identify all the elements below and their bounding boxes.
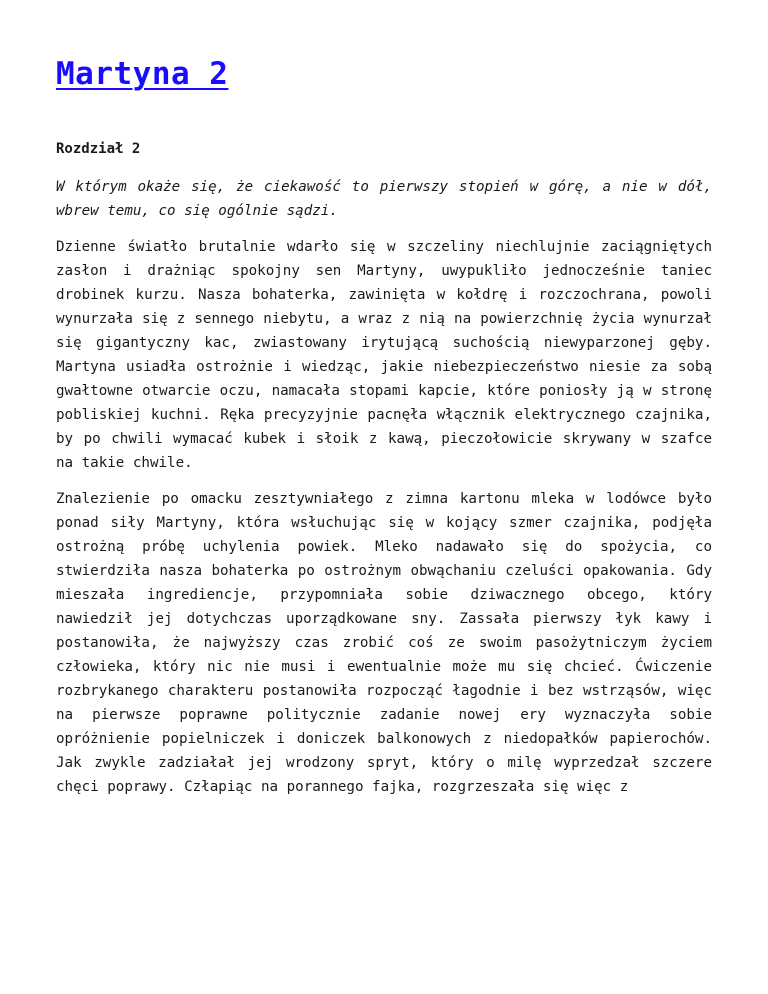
chapter-lead: W którym okaże się, że ciekawość to pierwszy stopień w górę, a nie w dół, wbrew temu, co się ogólnie sądzi. [56,179,712,219]
chapter-heading: Rozdział 2 [56,141,141,157]
document-page [56,52,712,799]
paragraph-2: Znalezienie po omacku zesztywniałego z zimna kartonu mleka w lodówce było ponad siły Martyny, która wsłuchując się w kojący szmer czajnika, podjęła ostrożną próbę uchylenia powiek. Mleko nadawało się do spożycia, co stwierdziła nasza bohaterka po ostrożnym obwąchaniu czeluści opakowania. Gdy mieszała ingrediencje, przypomniała sobie dziwacznego obcego, który nawiedził jej dotychczas uporządkowane sny. Zassała pierwszy łyk kawy i postanowiła, że najwyższy czas zrobić coś ze swoim pasożytniczym życiem człowieka, który nic nie musi i ewentualnie może mu się chcieć. Ćwiczenie rozbrykanego charakteru postanowiła rozpocząć łagodnie i bez wstrząsów, więc na pierwsze poprawne politycznie zadanie nowej ery wyznaczyła sobie opróżnienie popielniczek i doniczek balkonowych z niedopałków papierochów. Jak zwykle zadziałał jej wrodzony spryt, który o milę wyprzedzał szczere chęci poprawy. Człapiąc na porannego fajka, rozgrzeszała się więc z [56,491,712,795]
title-link[interactable]: Martyna 2 [56,56,229,92]
paragraph-1: Dzienne światło brutalnie wdarło się w szczeliny niechlujnie zaciągniętych zasłon i drażniąc spokojny sen Martyny, uwypukliło jednocześnie taniec drobinek kurzu. Nasza bohaterka, zawinięta w kołdrę i rozczochrana, powoli wynurzała się z sennego niebytu, a wraz z nią na powierzchnię życia wynurzał się gigantyczny kac, zwiastowany irytującą suchością niewyparzonej gęby. Martyna usiadła ostrożnie i wiedząc, jakie niebezpieczeństwo niesie za sobą gwałtowne otwarcie oczu, namacała stopami kapcie, które poniosły ją w stronę pobliskiej kuchni. Ręka precyzyjnie pacnęła włącznik elektrycznego czajnika, by po chwili wymacać kubek i słoik z kawą, pieczołowicie skrywany w szafce na takie chwile. [56,239,712,471]
